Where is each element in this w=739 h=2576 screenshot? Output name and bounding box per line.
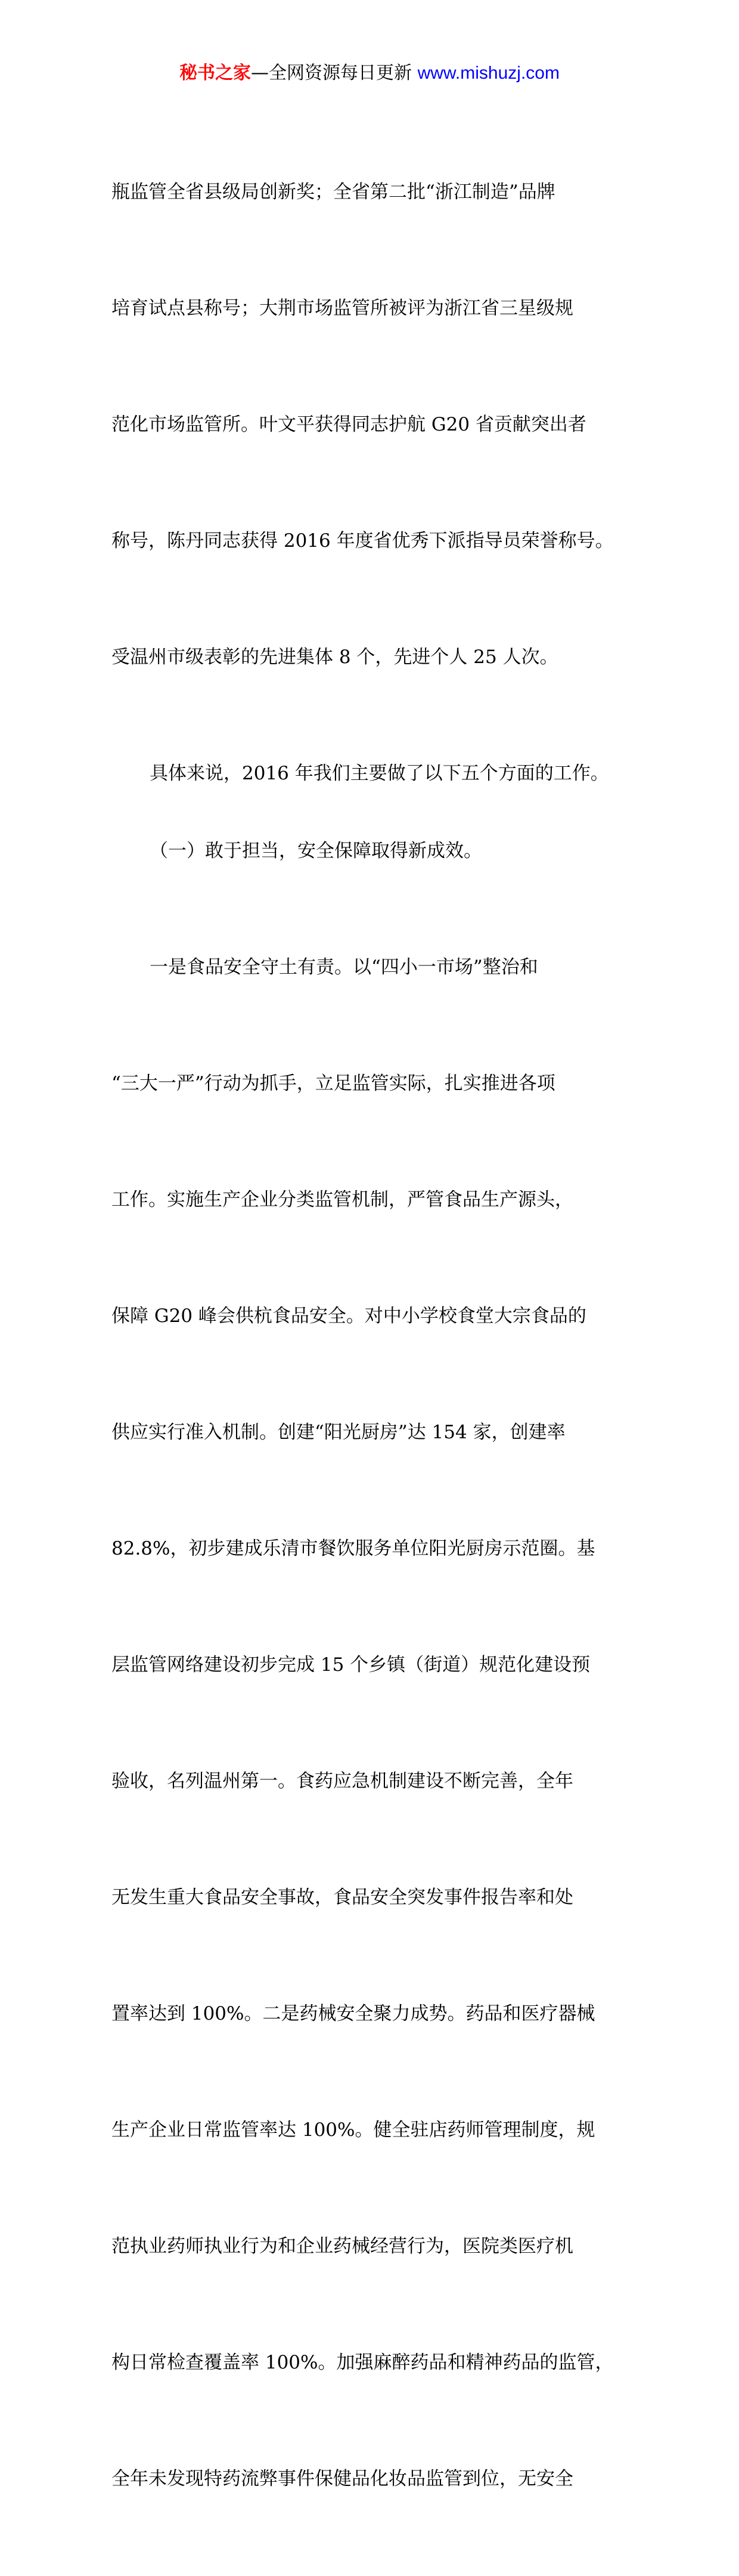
text-line: 范化市场监管所。叶文平获得同志护航 G20 省贡献突出者: [111, 414, 586, 435]
text-line: 一是食品安全守土有责。以“四小一市场”整治和: [150, 956, 538, 978]
text-line: 具体来说，2016 年我们主要做了以下五个方面的工作。: [150, 763, 609, 784]
paragraph-gap: [111, 793, 648, 832]
text-line: 工作。实施生产企业分类监管机制，严管食品生产源头，: [111, 1189, 573, 1210]
section-heading: [111, 832, 648, 871]
text-line: “三大一严”行动为抓手，立足监管实际，扎实推进各项: [111, 1073, 555, 1094]
brand-name: 秘书之家: [179, 63, 251, 83]
header-tagline: —全网资源每日更新: [251, 63, 418, 83]
text-line: 供应实行准入机制。创建“阳光厨房”达 154 家，创建率: [111, 1422, 566, 1443]
text-line: 保障 G20 峰会供杭食品安全。对中小学校食堂大宗食品的: [111, 1305, 586, 1327]
site-url-link[interactable]: www.mishuzj.com: [417, 63, 560, 83]
text-line: 82.8%，初步建成乐清市餐饮服务单位阳光厨房示范圈。基: [111, 1538, 595, 1559]
document-body: [111, 95, 648, 2576]
text-line: 层监管网络建设初步完成 15 个乡镇（街道）规范化建设预: [111, 1654, 591, 1676]
text-line: 瓶监管全省县级局创新奖；全省第二批“浙江制造”品牌: [111, 181, 555, 203]
paragraph-summary: [111, 754, 648, 793]
text-line: 培育试点县称号；大荆市场监管所被评为浙江省三星级规: [111, 298, 573, 319]
text-line: 无发生重大食品安全事故，食品安全突发事件报告率和处: [111, 1887, 573, 1908]
text-line: 称号，陈丹同志获得 2016 年度省优秀下派指导员荣誉称号。: [111, 530, 614, 552]
text-line: 验收，名列温州第一。食药应急机制建设不断完善，全年: [111, 1770, 573, 1792]
text-line: 受温州市级表彰的先进集体 8 个，先进个人 25 人次。: [111, 646, 558, 668]
site-header: [0, 60, 739, 87]
paragraph-honors: [111, 95, 648, 754]
text-line: 全年未发现特药流弊事件保健品化妆品监管到位，无安全: [111, 2468, 573, 2490]
paragraph-food-drug-safety: [111, 871, 648, 2576]
heading-text: （一）敢于担当，安全保障取得新成效。: [150, 840, 482, 862]
text-line: 置率达到 100%。二是药械安全聚力成势。药品和医疗器械: [111, 2003, 595, 2024]
text-line: 范执业药师执业行为和企业药械经营行为，医院类医疗机: [111, 2236, 573, 2257]
text-line: 生产企业日常监管率达 100%。健全驻店药师管理制度，规: [111, 2119, 595, 2141]
text-line: 构日常检查覆盖率 100%。加强麻醉药品和精神药品的监管，: [111, 2352, 614, 2373]
